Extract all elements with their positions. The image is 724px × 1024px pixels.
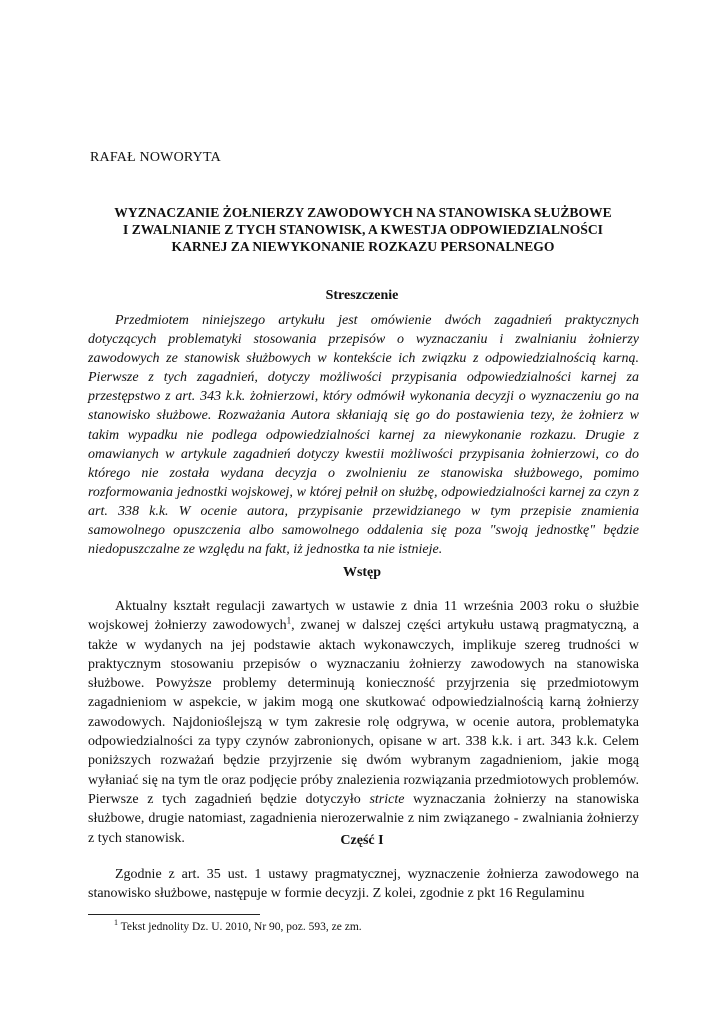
abstract-text: Przedmiotem niniejszego artykułu jest omówienie dwóch zagadnień praktycznych dotyczących problematyki stosowania przepisów o wyznaczaniu i zwalnianiu żołnierzy zawodowych ze stanowisk służbowych w kontekście ich związku z odpowiedzialnością karną. Pierwsze z tych zagadnień, dotyczy możliwości przypisania odpowiedzialności karnej za przestępstwo z art. 343 k.k. żołnierzowi, który odmówił wykonania decyzji o wyznaczeniu go na stanowisko służbowe. Rozważania Autora skłaniają się go do postawienia tezy, że żołnierz w takim wypadku nie podlega odpowiedzialności karnej za niewykonanie rozkazu. Drugie z omawianych w artykule zagadnień dotyczy kwestii możliwości przypisania żołnierzowi, co do którego nie została wydana decyzja o zwolnieniu ze stanowiska służbowego, pomimo rozformowania jednostki wojskowej, w której pełnił on służbę, odpowiedzialności karnej za czyn z art. 338 k.k. W ocenie autora, przypisanie przewidzianego w tym przepisie znamienia samowolnego opuszczenia albo samowolnego oddalenia się poza "swoją jednostkę" będzie niedopuszczalne ze względu na fakt, iż jednostka ta nie istnieje. bbox=[88, 313, 639, 558]
intro-paragraph bbox=[88, 597, 639, 848]
footnote bbox=[114, 918, 362, 933]
part1-paragraph: Zgodnie z art. 35 ust. 1 ustawy pragmatycznej, wyznaczenie żołnierza zawodowego na stanowisko służbowe, następuje w formie decyzji. Z kolei, zgodnie z pkt 16 Regulaminu bbox=[88, 867, 639, 902]
title-line: WYZNACZANIE ŻOŁNIERZY ZAWODOWYCH NA STANOWISKA SŁUŻBOWE bbox=[114, 205, 612, 220]
footnote-divider bbox=[88, 914, 260, 915]
footnote-number: 1 bbox=[114, 918, 118, 928]
author-name: RAFAŁ NOWORYTA bbox=[90, 150, 221, 165]
intro-heading: Wstęp bbox=[342, 565, 382, 580]
title-line: KARNEJ ZA NIEWYKONANIE ROZKAZU PERSONALNEGO bbox=[171, 239, 555, 254]
footnote-text: Tekst jednolity Dz. U. 2010, Nr 90, poz. 593, ze zm. bbox=[118, 921, 362, 933]
abstract-heading: Streszczenie bbox=[325, 288, 399, 303]
title-line: I ZWALNIANIE Z TYCH STANOWISK, A KWESTJA ODPOWIEDZIALNOŚCI bbox=[123, 222, 603, 237]
article-title bbox=[80, 204, 646, 255]
intro-text-part: , zwanej w dalszej części artykułu ustawą pragmatyczną, a także w wydanych na jej podstawie aktach wykonawczych, implikuje szereg trudności w praktycznym stosowaniu przepisów o wyznaczaniu żołnierzy zawodowych na stanowiska służbowe. Powyższe problemy determinują konieczność przyjrzenia się przedmiotowym zagadnieniom w aspekcie, w jakim mogą one skutkować odpowiedzialnością karną żołnierzy zawodowych. Najdonioślejszą w tym zakresie rolę odgrywa, w ocenie autora, problematyka odpowiedzialności za typy czynów zabronionych, opisane w art. 338 k.k. i art. 343 k.k. Celem poniższych rozważań będzie przyjrzenie się dwóm wybranym zagadnieniom, jakie mogą wyłaniać się na tym tle oraz podjęcie próby znalezienia rozwiązania przedmiotowych problemów. Pierwsze z tych zagadnień będzie dotyczyło bbox=[88, 618, 639, 807]
footnote-marker: 1 bbox=[286, 615, 292, 626]
intro-text-part: Aktualny kształt regulacji zawartych w ustawie z dnia 11 września 2003 roku o służbie wojskowej żołnierzy zawodowych bbox=[88, 599, 639, 634]
intro-italic-word: stricte bbox=[369, 791, 405, 807]
intro-text-part: wyznaczania żołnierzy na stanowiska służbowe, drugie natomiast, zagadnienia nierozerwalnie z nim związanego - zwalniania żołnierzy z tych stanowisk. bbox=[88, 791, 640, 846]
part1-heading: Część I bbox=[340, 833, 384, 848]
